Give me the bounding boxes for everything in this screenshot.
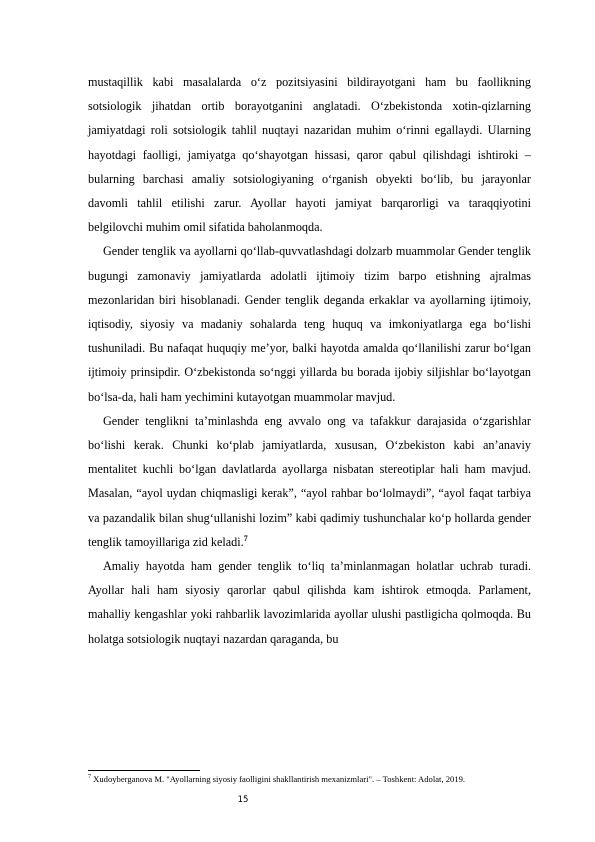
- paragraph-4: Amaliy hayotda ham gender tenglik to‘liq ta’minlanmagan holatlar uchrab turadi. Ayollar hali ham siyosiy qarorlar qabul qilishda kam ishtirok etmoqda. Parlament, mahalliy kengashlar yoki rahbarlik lavozimlarida ayollar ulushi pastligicha qolmoqda. Bu holatga sotsiologik nuqtayi nazardan qaraganda, bu: [88, 559, 531, 646]
- footnote-marker: 7: [88, 774, 91, 781]
- paragraph-3-text: Gender tenglikni ta’minlashda eng avvalo ong va tafakkur darajasida o‘zgarishlar bo‘lishi kerak. Chunki ko‘plab jamiyatlarda, xususan, O‘zbekiston kabi an’anaviy mentalitet kuchli bo‘lgan davlatlarda ayollarga nisbatan stereotiplar hali ham mavjud. Masalan, “ayol uydan chiqmasligi kerak”, “ayol rahbar bo‘lolmaydi”, “ayol faqat tarbiya va pazandalik bilan shug‘ullanishi lozim” kabi qadimiy tushunchalar ko‘p hollarda gender tenglik tamoyillariga zid keladi.: [88, 413, 531, 549]
- paragraph-1: mustaqillik kabi masalalarda o‘z pozitsiyasini bildirayotgani ham bu faollikning sotsiologik jihatdan ortib borayotganini anglatadi. O‘zbekistonda xotin-qizlarning jamiyatdagi roli sotsiologik tahlil nuqtayi nazaridan muhim o‘rinni egallaydi. Ularning hayotdagi faolligi, jamiyatga qo‘shayotgan hissasi, qaror qabul qilishdagi ishtiroki – bularning barchasi amaliy sotsiologiyaning o‘rganish obyekti bo‘lib, bu jarayonlar davomli tahlil etilishi zarur. Ayollar hayoti jamiyat barqarorligi va taraqqiyotini belgilovchi muhim omil sifatida baholanmoqda.: [88, 75, 531, 235]
- footnote-divider: [88, 770, 200, 771]
- page-number: 15: [237, 795, 249, 805]
- footnote-reference[interactable]: 7: [243, 533, 248, 543]
- page-body: [88, 70, 531, 651]
- footnote-text: Xudoyberganova M. "Ayollarning siyosiy faolligini shakllantirish mexanizmlari". – Toshkent: Adolat, 2019.: [91, 774, 466, 784]
- paragraph-2: Gender tenglik va ayollarni qo‘llab-quvvatlashdagi dolzarb muammolar Gender tenglik bugungi zamonaviy jamiyatlarda adolatli ijtimoiy tizim barpo etishning ajralmas mezonlaridan biri hisoblanadi. Gender tenglik deganda erkaklar va ayollarning ijtimoiy, iqtisodiy, siyosiy va madaniy sohalarda teng huquq va imkoniyatlarga ega bo‘lishi tushuniladi. Bu nafaqat huquqiy me’yor, balki hayotda amalda qo‘llanilishi zarur bo‘lgan ijtimoiy prinsipdir. O‘zbekistonda so‘nggi yillarda bu borada ijobiy siljishlar bo‘layotgan bo‘lsa-da, hali ham yechimini kutayotgan muammolar mavjud.: [88, 244, 531, 404]
- paragraph-3: [88, 409, 531, 554]
- footnote: [88, 773, 531, 785]
